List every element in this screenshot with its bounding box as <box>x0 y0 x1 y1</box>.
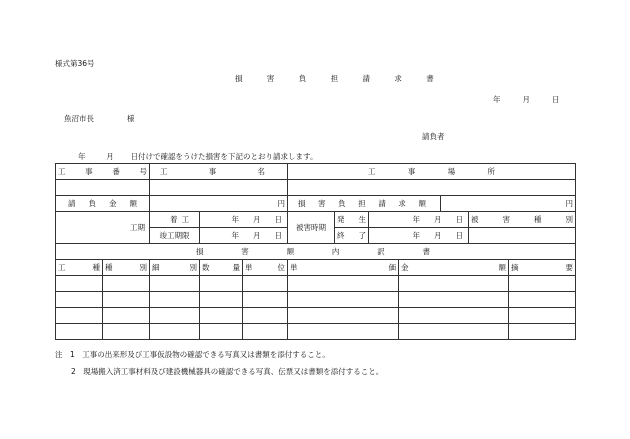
date-line <box>493 94 560 105</box>
date-month-label: 月 <box>522 95 530 104</box>
cell[interactable] <box>399 276 509 292</box>
cell[interactable] <box>56 292 103 308</box>
damage-type-value[interactable] <box>469 228 576 244</box>
cell[interactable] <box>103 324 150 340</box>
cell[interactable] <box>150 308 200 324</box>
cell[interactable] <box>56 308 103 324</box>
construction-site-value[interactable] <box>288 180 576 196</box>
start-date[interactable] <box>200 212 288 228</box>
intro-line <box>78 151 317 162</box>
end-day: 日 <box>455 231 463 240</box>
completion-year: 年 <box>231 231 239 240</box>
start-label: 着工 <box>150 212 200 228</box>
occurrence-label: 発生 <box>335 212 369 228</box>
col-kouju: 工種 <box>56 260 103 276</box>
cell[interactable] <box>399 324 509 340</box>
cell[interactable] <box>150 324 200 340</box>
col-kingaku: 金額 <box>399 260 509 276</box>
start-month: 月 <box>253 215 261 224</box>
contract-amount-value[interactable]: 円 <box>150 196 288 212</box>
date-day-label: 日 <box>552 95 560 104</box>
construction-no-value[interactable] <box>56 180 150 196</box>
breakdown-title: 損害額内訳書 <box>56 244 576 260</box>
damage-time-label: 被害時期 <box>288 212 335 244</box>
cell[interactable] <box>243 276 288 292</box>
table-row <box>56 276 576 292</box>
col-suryou: 数量 <box>200 260 243 276</box>
construction-name-value[interactable] <box>150 180 288 196</box>
header-construction-site: 工事場所 <box>288 164 576 180</box>
cell[interactable] <box>288 276 399 292</box>
header-construction-name: 工事名 <box>150 164 288 180</box>
cell[interactable] <box>288 324 399 340</box>
date-year-label: 年 <box>493 95 501 104</box>
table-row <box>56 308 576 324</box>
occurrence-year: 年 <box>412 215 420 224</box>
completion-label: 竣工期限 <box>150 228 200 244</box>
cell[interactable] <box>243 292 288 308</box>
cell[interactable] <box>103 308 150 324</box>
cell[interactable] <box>200 324 243 340</box>
cell[interactable] <box>103 276 150 292</box>
cell[interactable] <box>509 308 576 324</box>
claim-table <box>55 163 576 340</box>
form-number: 様式第36号 <box>55 59 95 68</box>
intro-month: 月 <box>106 152 114 161</box>
note-1: 注 1 工事の出来形及び工事仮設物の確認できる写真又は書類を添付すること。 <box>55 350 330 359</box>
completion-date[interactable] <box>200 228 288 244</box>
cell[interactable] <box>200 292 243 308</box>
header-construction-no: 工事番号 <box>56 164 150 180</box>
document-title: 損 害 負 担 請 求 書 <box>235 74 445 83</box>
contract-amount-label: 請負金額 <box>56 196 150 212</box>
start-day: 日 <box>274 215 282 224</box>
cell[interactable] <box>399 292 509 308</box>
cell[interactable] <box>243 308 288 324</box>
cell[interactable] <box>150 276 200 292</box>
cell[interactable] <box>103 292 150 308</box>
end-year: 年 <box>412 231 420 240</box>
requester-label: 請負者 <box>422 132 445 141</box>
completion-month: 月 <box>253 231 261 240</box>
cell[interactable] <box>243 324 288 340</box>
note-2: 2 現場搬入済工事材料及び建設機械器具の確認できる写真、伝票又は書類を添付すること。 <box>71 367 384 376</box>
cell[interactable] <box>200 276 243 292</box>
claim-amount-label: 損害負担請求額 <box>288 196 441 212</box>
cell[interactable] <box>56 276 103 292</box>
occurrence-day: 日 <box>455 215 463 224</box>
cell[interactable] <box>509 324 576 340</box>
col-tani: 単位 <box>243 260 288 276</box>
occurrence-date[interactable] <box>369 212 469 228</box>
start-year: 年 <box>231 215 239 224</box>
cell[interactable] <box>509 276 576 292</box>
cell[interactable] <box>288 308 399 324</box>
claim-amount-value[interactable]: 円 <box>441 196 576 212</box>
cell[interactable] <box>509 292 576 308</box>
intro-text: 日付けで確認をうけた損害を下記のとおり請求します。 <box>130 152 318 161</box>
end-month: 月 <box>434 231 442 240</box>
table-row <box>56 292 576 308</box>
damage-type-label: 被害種別 <box>469 212 576 228</box>
cell[interactable] <box>56 324 103 340</box>
addressee: 魚沼市長 <box>64 114 94 123</box>
cell[interactable] <box>150 292 200 308</box>
col-shubetsu: 種別 <box>103 260 150 276</box>
occurrence-month: 月 <box>434 215 442 224</box>
cell[interactable] <box>288 292 399 308</box>
cell[interactable] <box>399 308 509 324</box>
honorific: 様 <box>127 114 135 123</box>
col-tanka: 単価 <box>288 260 399 276</box>
col-tekiyou: 摘要 <box>509 260 576 276</box>
intro-year: 年 <box>78 152 86 161</box>
end-label: 終了 <box>335 228 369 244</box>
table-row <box>56 324 576 340</box>
col-saibetsu: 細別 <box>150 260 200 276</box>
end-date[interactable] <box>369 228 469 244</box>
period-label: 工期 <box>56 212 150 244</box>
cell[interactable] <box>200 308 243 324</box>
completion-day: 日 <box>274 231 282 240</box>
